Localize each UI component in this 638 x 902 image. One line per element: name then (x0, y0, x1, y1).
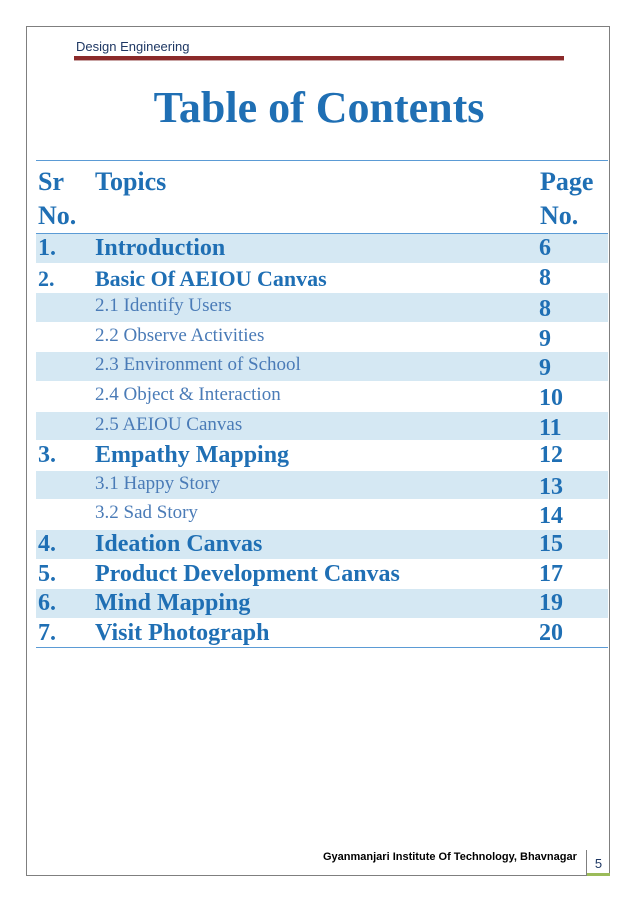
row-topic: 2.2 Observe Activities (95, 324, 265, 346)
toc-row[interactable] (36, 352, 608, 382)
row-page: 8 (539, 264, 551, 291)
row-page: 12 (539, 442, 563, 469)
row-topic: Visit Photograph (95, 619, 270, 646)
row-topic: Mind Mapping (95, 590, 251, 617)
row-page: 17 (539, 560, 563, 587)
toc-row[interactable] (36, 500, 608, 530)
footer-institute: Gyanmanjari Institute Of Technology, Bhavnagar (323, 851, 577, 863)
row-sr: 2. (38, 265, 55, 291)
toc-row[interactable] (36, 589, 608, 619)
header-text: Design Engineering (76, 39, 190, 54)
toc-row[interactable] (36, 412, 608, 442)
toc-row[interactable] (36, 530, 608, 560)
toc-row[interactable] (36, 619, 608, 649)
page-number: 5 (586, 850, 610, 876)
row-page: 11 (539, 414, 562, 441)
row-page: 19 (539, 590, 563, 617)
toc-row[interactable] (36, 471, 608, 501)
toc-row[interactable] (36, 560, 608, 590)
row-page: 15 (539, 530, 563, 557)
row-topic: Empathy Mapping (95, 442, 290, 469)
row-topic: Ideation Canvas (95, 530, 263, 557)
row-sr: 4. (38, 530, 56, 557)
toc-row[interactable] (36, 441, 608, 471)
toc-row[interactable] (36, 293, 608, 323)
row-sr: 5. (38, 560, 56, 587)
toc-header-row (36, 160, 608, 234)
row-page: 9 (539, 355, 551, 382)
row-sr: 1. (38, 235, 56, 261)
toc-row[interactable] (36, 264, 608, 294)
row-topic: Introduction (95, 235, 226, 261)
row-topic: 3.2 Sad Story (95, 502, 198, 524)
row-page: 10 (539, 384, 563, 411)
page-title: Table of Contents (153, 83, 485, 132)
row-topic: 2.4 Object & Interaction (95, 383, 281, 405)
toc-table (36, 160, 608, 648)
row-page: 6 (539, 235, 551, 261)
row-page: 20 (539, 619, 563, 646)
row-topic: 3.1 Happy Story (95, 472, 221, 494)
row-sr: 6. (38, 590, 56, 617)
toc-row[interactable] (36, 382, 608, 412)
header-rule (74, 56, 564, 61)
row-page: 14 (539, 503, 563, 530)
toc-row[interactable] (36, 323, 608, 353)
row-topic: 2.1 Identify Users (95, 295, 232, 317)
row-sr: 3. (38, 442, 56, 469)
row-topic: Basic Of AEIOU Canvas (95, 265, 327, 291)
row-topic: 2.5 AEIOU Canvas (95, 413, 243, 435)
row-sr: 7. (38, 619, 56, 646)
toc-row[interactable] (36, 234, 608, 264)
row-topic: Product Development Canvas (95, 560, 400, 587)
row-page: 8 (539, 296, 551, 323)
row-page: 13 (539, 473, 563, 500)
row-page: 9 (539, 325, 551, 352)
row-topic: 2.3 Environment of School (95, 354, 301, 376)
header-page: Page No. (540, 167, 594, 230)
header-topic: Topics (95, 167, 167, 196)
header-sr: Sr No. (38, 167, 77, 230)
